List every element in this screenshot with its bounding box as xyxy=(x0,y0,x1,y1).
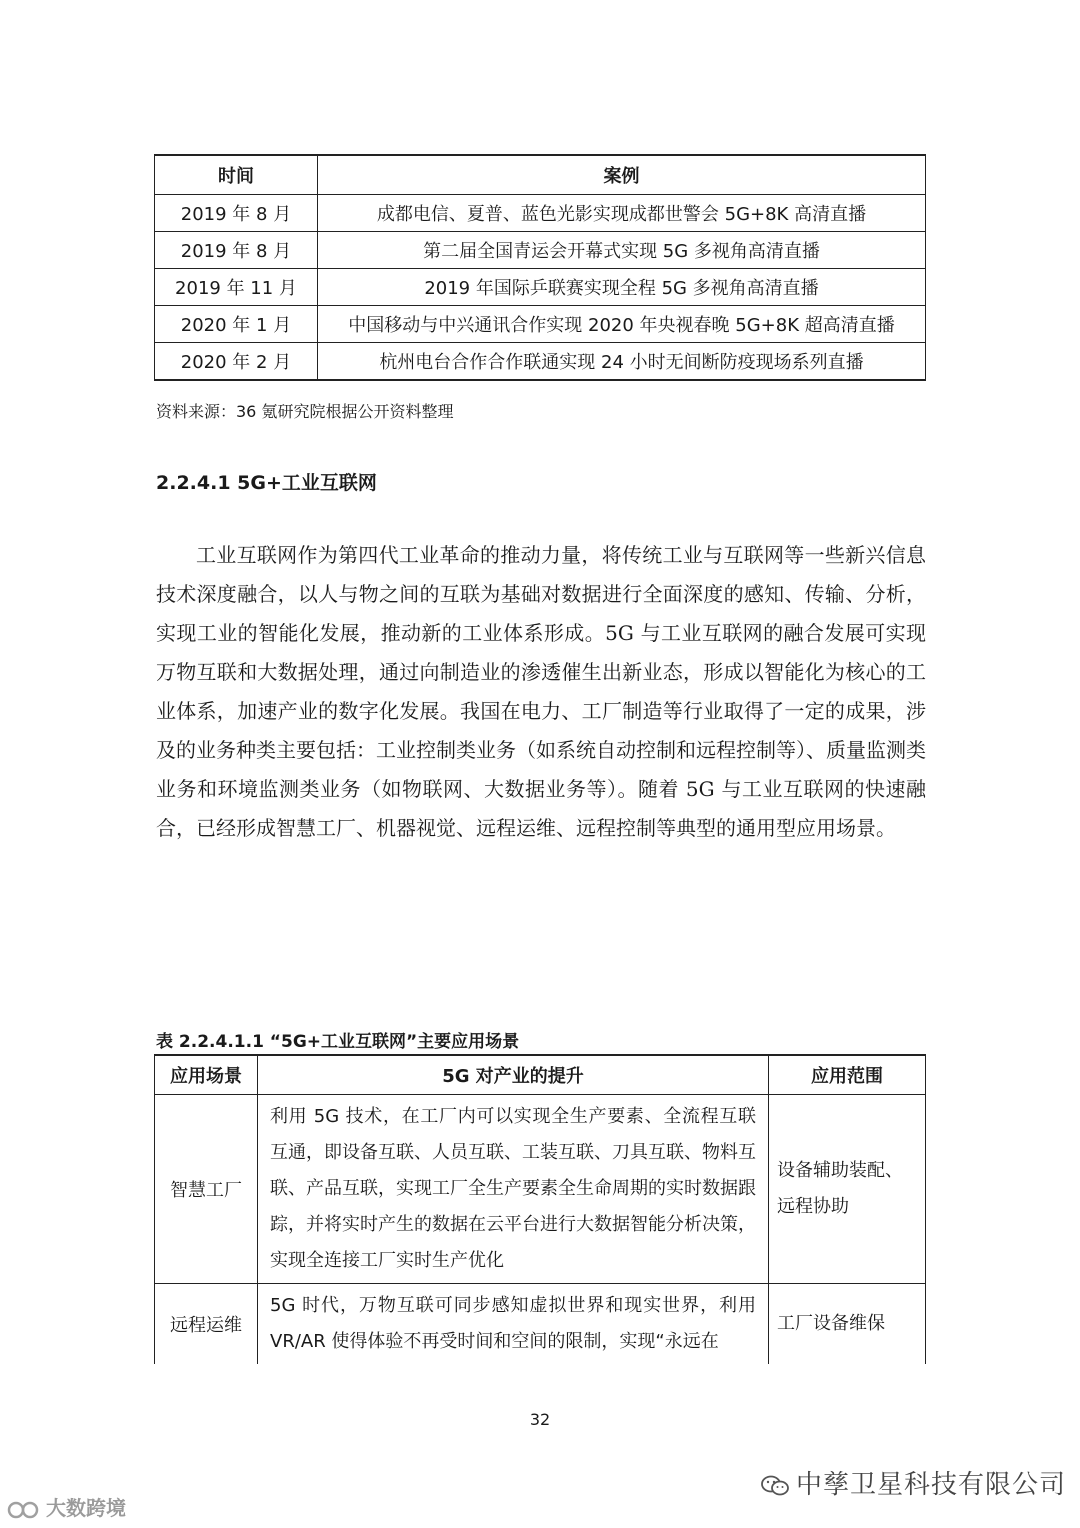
page-number: 32 xyxy=(529,1410,551,1429)
cell-time: 2019 年 8 月 xyxy=(155,195,318,232)
case-table xyxy=(154,154,926,381)
application-table xyxy=(154,1054,926,1364)
cell-range: 设备辅助装配、远程协助 xyxy=(769,1095,926,1284)
header-case: 案例 xyxy=(318,155,926,195)
watermark-company xyxy=(760,1464,1066,1501)
table-header-row xyxy=(155,1055,926,1095)
table-row xyxy=(155,1284,926,1365)
cell-case: 中国移动与中兴通讯合作实现 2020 年央视春晚 5G+8K 超高清直播 xyxy=(318,306,926,343)
cell-time: 2019 年 8 月 xyxy=(155,232,318,269)
source-note: 资料来源：36 氪研究院根据公开资料整理 xyxy=(156,402,454,421)
table-caption: 表 2.2.4.1.1 “5G+工业互联网”主要应用场景 xyxy=(156,1032,520,1052)
cell-desc: 利用 5G 技术，在工厂内可以实现全生产要素、全流程互联互通，即设备互联、人员互联、工装互联、刀具互联、物料互联、产品互联，实现工厂全生产要素全生命周期的实时数据跟踪，并将实时产生的数据在云平台进行大数据智能分析决策，实现全连接工厂实时生产优化 xyxy=(258,1095,769,1284)
watermark-brand-text: 大数跨境 xyxy=(46,1496,126,1520)
watermark-brand xyxy=(6,1492,126,1521)
table-row xyxy=(155,232,926,269)
cell-time: 2020 年 1 月 xyxy=(155,306,318,343)
header-improvement: 5G 对产业的提升 xyxy=(258,1055,769,1095)
table-row xyxy=(155,1095,926,1284)
table-header-row xyxy=(155,155,926,195)
cell-scene: 远程运维 xyxy=(155,1284,258,1365)
cell-case: 2019 年国际乒联赛实现全程 5G 多视角高清直播 xyxy=(318,269,926,306)
cell-time: 2020 年 2 月 xyxy=(155,343,318,381)
cell-time: 2019 年 11 月 xyxy=(155,269,318,306)
watermark-company-text: 中孳卫星科技有限公司 xyxy=(796,1470,1067,1500)
cell-scene: 智慧工厂 xyxy=(155,1095,258,1284)
table-row xyxy=(155,269,926,306)
cell-case: 成都电信、夏普、蓝色光影实现成都世警会 5G+8K 高清直播 xyxy=(318,195,926,232)
cell-case: 杭州电台合作合作联通实现 24 小时无间断防疫现场系列直播 xyxy=(318,343,926,381)
header-scene: 应用场景 xyxy=(155,1055,258,1095)
header-range: 应用范围 xyxy=(769,1055,926,1095)
table-row xyxy=(155,306,926,343)
cell-case: 第二届全国青运会开幕式实现 5G 多视角高清直播 xyxy=(318,232,926,269)
wechat-icon xyxy=(760,1474,790,1498)
header-time: 时间 xyxy=(155,155,318,195)
table-row xyxy=(155,195,926,232)
section-heading: 2.2.4.1 5G+工业互联网 xyxy=(156,472,377,494)
cell-range: 工厂设备维保 xyxy=(769,1284,926,1365)
brand-logo-icon xyxy=(6,1499,46,1521)
body-paragraph: 工业互联网作为第四代工业革命的推动力量，将传统工业与互联网等一些新兴信息技术深度融合，以人与物之间的互联为基础对数据进行全面深度的感知、传输、分析，实现工业的智能化发展，推动新的工业体系形成。5G 与工业互联网的融合发展可实现万物互联和大数据处理，通过向制造业的渗透催生出新业态，形成以智能化为核心的工业体系，加速产业的数字化发展。我国在电力、工厂制造等行业取得了一定的成果，涉及的业务种类主要包括：工业控制类业务（如系统自动控制和远程控制等）、质量监测类业务和环境监测类业务（如物联网、大数据业务等）。随着 5G 与工业互联网的快速融合，已经形成智慧工厂、机器视觉、远程运维、远程控制等典型的通用型应用场景。 xyxy=(156,543,926,840)
cell-desc: 5G 时代，万物互联可同步感知虚拟世界和现实世界，利用 VR/AR 使得体验不再受时间和空间的限制，实现“永远在 xyxy=(258,1284,769,1365)
table-row xyxy=(155,343,926,381)
